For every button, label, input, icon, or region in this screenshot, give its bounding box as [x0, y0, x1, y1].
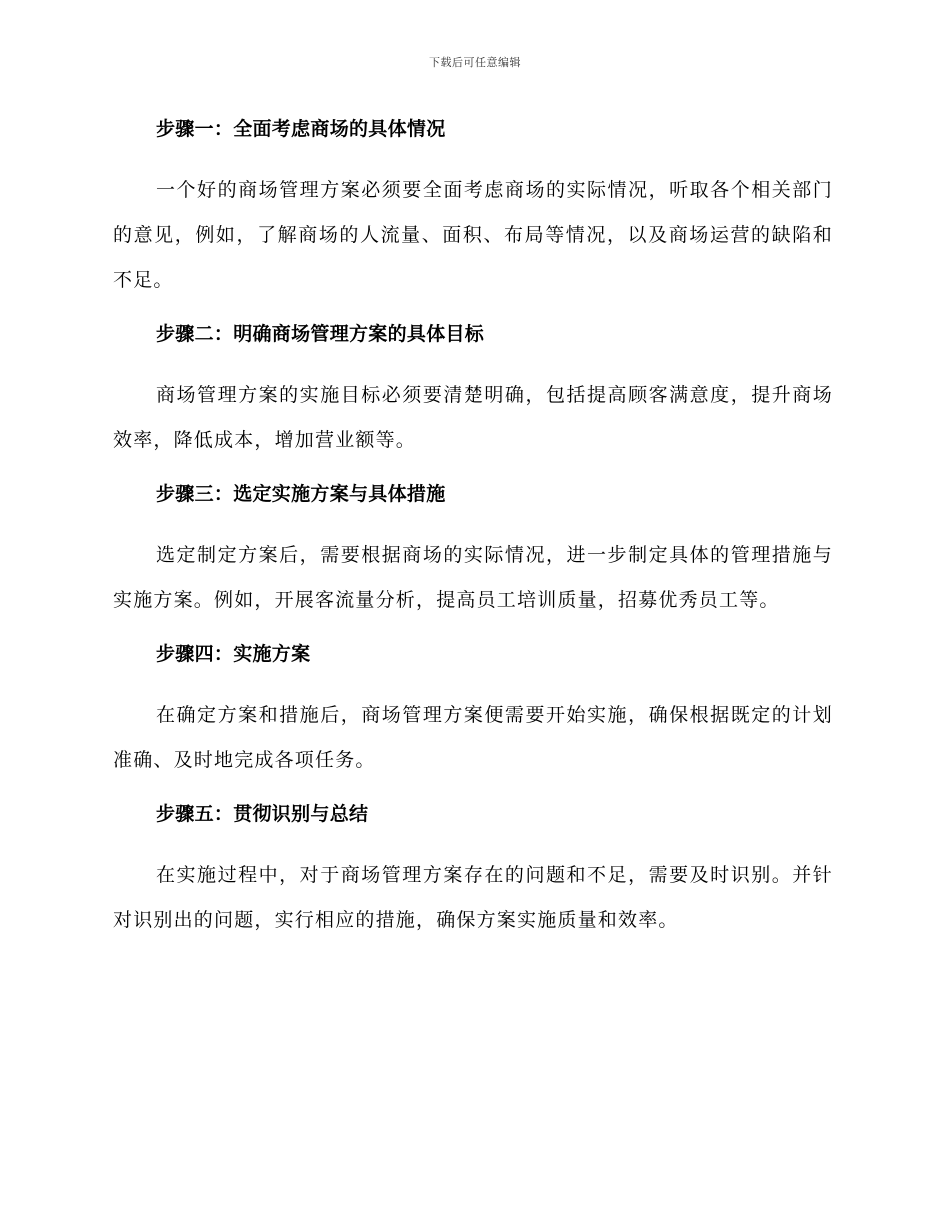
step-heading: 步骤一：全面考虑商场的具体情况 — [156, 118, 446, 140]
step-paragraph: 选定制定方案后，需要根据商场的实际情况，进一步制定具体的管理措施与实施方案。例如，开展客流量分析，提高员工培训质量，招募优秀员工等。 — [113, 544, 833, 611]
step-heading: 步骤四：实施方案 — [156, 643, 311, 665]
step-heading: 步骤二：明确商场管理方案的具体目标 — [156, 323, 485, 345]
step-paragraph: 一个好的商场管理方案必须要全面考虑商场的实际情况，听取各个相关部门的意见，例如，了解商场的人流量、面积、布局等情况，以及商场运营的缺陷和不足。 — [113, 179, 833, 291]
step-section-2 — [113, 317, 833, 463]
step-section-1 — [113, 112, 833, 303]
document-content — [113, 112, 833, 957]
step-section-3 — [113, 477, 833, 623]
step-paragraph: 商场管理方案的实施目标必须要清楚明确，包括提高顾客满意度，提升商场效率，降低成本，增加营业额等。 — [113, 384, 833, 451]
step-heading: 步骤五：贯彻识别与总结 — [156, 803, 369, 825]
step-heading: 步骤三：选定实施方案与具体措施 — [156, 483, 446, 505]
step-section-4 — [113, 637, 833, 783]
header-note: 下载后可任意编辑 — [429, 56, 521, 69]
step-section-5 — [113, 797, 833, 943]
step-paragraph: 在确定方案和措施后，商场管理方案便需要开始实施，确保根据既定的计划准确、及时地完成各项任务。 — [113, 704, 833, 771]
step-paragraph: 在实施过程中，对于商场管理方案存在的问题和不足，需要及时识别。并针对识别出的问题，实行相应的措施，确保方案实施质量和效率。 — [113, 864, 833, 931]
